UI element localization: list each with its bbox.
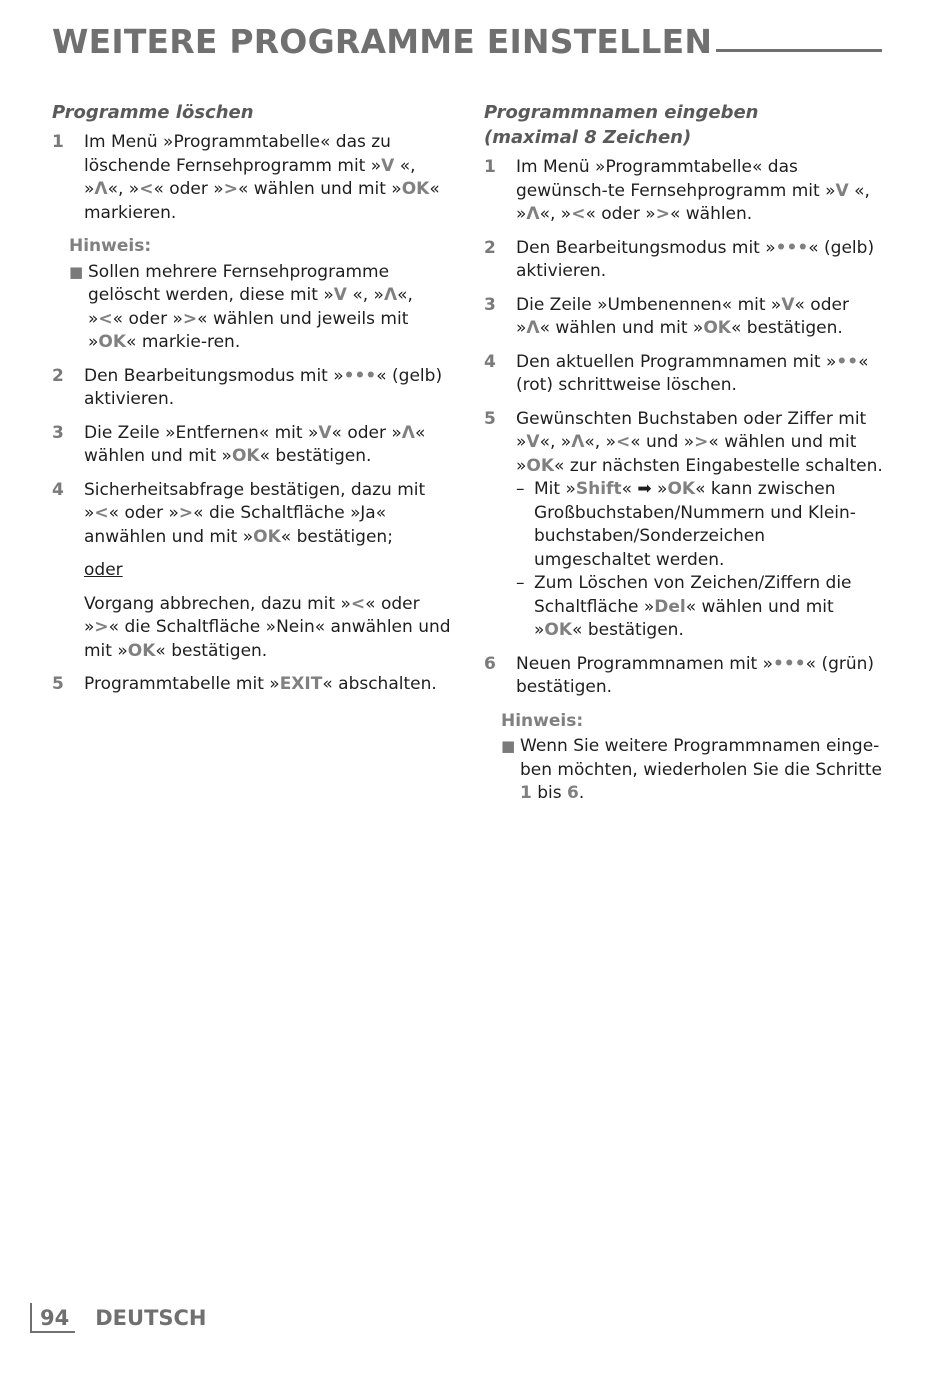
step-text: Die Zeile »Umbenennen« mit »V« oder »Λ« wählen und mit »OK« bestätigen. [516,294,849,338]
language-label: DEUTSCH [95,1306,207,1330]
step-number: 4 [484,351,496,372]
step-number: 3 [52,422,64,443]
left-column [52,100,452,707]
step-text: Den Bearbeitungsmodus mit »•••« (gelb) aktivieren. [84,365,443,409]
left-key-icon: < [571,204,586,224]
page-footer [30,1303,207,1333]
step-number: 6 [484,653,496,674]
step-5 [484,408,884,643]
left-key-icon: < [615,432,631,452]
del-key-icon: Del [654,596,686,617]
step-2 [52,365,452,412]
yellow-dots-key-icon: ••• [343,365,377,386]
square-bullet-icon: ■ [69,262,84,281]
step-number: 1 [52,132,64,152]
page-number: 94 [30,1303,75,1333]
ok-key-icon: OK [703,318,731,338]
down-key-icon: V [333,285,347,305]
hint-bullet: ■ Wenn Sie weitere Programmnamen einge-ben möchten, wiederholen Sie die Schritte 1 bis 6. [501,735,884,806]
step-text: Programmtabelle mit »EXIT« abschalten. [84,674,437,694]
up-key-icon: Λ [94,179,108,199]
step-number: 4 [52,479,64,500]
right-key-icon: > [178,503,194,523]
down-key-icon: V [381,155,395,176]
left-key-icon: < [139,179,154,199]
up-key-icon: Λ [383,285,398,305]
hint-bullet: ■ Sollen mehrere Fernsehprogramme gelöscht werden, diese mit »V «, »Λ«, »<« oder »>« wählen und jeweils mit »OK« markie-ren. [69,261,452,355]
dash-item: – Zum Löschen von Zeichen/Ziffern die Schaltfläche »Del« wählen und mit »OK« bestätigen. [516,573,852,640]
up-key-icon: Λ [526,318,540,338]
dash-item: – Mit »Shift« ➡ »OK« kann zwischen Großbuchstaben/Nummern und Klein-buchstaben/Sonderzeichen umgeschaltet werden. [516,479,856,570]
step-text: Die Zeile »Entfernen« mit »V« oder »Λ« wählen und mit »OK« bestätigen. [84,422,426,466]
step-3 [52,422,452,469]
left-key-icon: < [350,593,366,614]
step-3 [484,294,884,341]
step-1 [52,131,452,225]
ok-key-icon: OK [253,526,281,547]
up-key-icon: Λ [571,432,585,452]
right-key-icon: > [223,179,238,199]
right-column [484,100,884,816]
ok-key-icon: OK [526,455,555,476]
step-number: 1 [484,157,496,177]
title-rule [716,49,882,52]
square-bullet-icon: ■ [501,737,516,755]
step-text: Neuen Programmnamen mit »•••« (grün) bestätigen. [516,653,875,697]
step-text: Im Menü »Programmtabelle« das gewünsch-te Fernsehprogramm mit »V «, »Λ«, »<« oder »>« wählen. [516,157,870,224]
red-dots-key-icon: •• [836,351,859,372]
right-key-icon: > [182,308,198,329]
ok-key-icon: OK [667,479,696,499]
ok-key-icon: OK [98,332,127,352]
down-key-icon: V [526,432,540,452]
step-number: 5 [52,674,64,694]
right-key-icon: > [655,204,670,224]
up-key-icon: Λ [526,204,540,224]
ok-key-icon: OK [401,179,430,199]
page-header [52,18,882,62]
step-text: Den aktuellen Programmnamen mit »••« (rot) schrittweise löschen. [516,351,869,395]
step-text: Im Menü »Programmtabelle« das zu löschende Fernsehprogramm mit »V «, »Λ«, »<« oder »>« wählen und mit »OK« markieren. [84,132,440,223]
down-key-icon: V [781,294,795,315]
step-4 [52,479,452,664]
step-4 [484,351,884,398]
step-number: 2 [52,365,64,386]
hint-box [69,235,452,355]
shift-key-icon: Shift [575,479,622,499]
step-ref: 6 [567,783,579,803]
section-heading-delete: Programme löschen [52,102,254,123]
ok-key-icon: OK [127,640,156,661]
step-2 [484,237,884,284]
right-key-icon: > [94,617,109,637]
green-dots-key-icon: ••• [773,653,806,674]
step-number: 5 [484,408,496,429]
ok-key-icon: OK [231,446,260,466]
step-text: Sicherheitsabfrage bestätigen, dazu mit »<« oder »>« die Schaltfläche »Ja« anwählen und mit »OK« bestätigen; oder Vorgang abbrechen, dazu mit »<« oder »>« die Schaltfläche »Nein« anwählen und mit »OK« bestätigen. [84,479,451,661]
right-key-icon: > [694,432,709,452]
section-heading-rename: Programmnamen eingeben (maximal 8 Zeichen) [484,102,759,148]
down-key-icon: V [835,180,849,201]
up-key-icon: Λ [401,422,415,443]
ok-key-icon: OK [544,620,573,640]
page-title: WEITERE PROGRAMME EINSTELLEN [52,22,713,61]
step-text: Den Bearbeitungsmodus mit »•••« (gelb) aktivieren. [516,237,875,281]
left-key-icon: < [94,503,109,523]
step-ref: 1 [520,783,532,803]
step-5 [52,673,452,697]
step-1 [484,156,884,227]
hint-label: Hinweis: [501,710,584,731]
step-text: Gewünschten Buchstaben oder Ziffer mit »V«, »Λ«, »<« und »>« wählen und mit »OK« zur nächsten Eingabestelle schalten. – Mit »Shift« ➡ »OK« kann zwischen Großbuchstaben/Nummern und Klein-buchstaben/Sonderzeichen umgeschaltet werden. – Zum Löschen von Zeichen/Ziffern die Schaltfläche »Del« wählen und mit »OK« bestätigen. [516,408,884,643]
step-number: 2 [484,237,496,258]
or-label: oder [84,560,123,580]
exit-key-icon: EXIT [279,674,323,694]
down-key-icon: V [318,422,332,443]
step-number: 3 [484,294,496,315]
step-6 [484,653,884,700]
left-key-icon: < [98,308,113,329]
yellow-dots-key-icon: ••• [775,237,809,258]
hint-label: Hinweis: [69,236,152,256]
hint-box [501,710,884,806]
